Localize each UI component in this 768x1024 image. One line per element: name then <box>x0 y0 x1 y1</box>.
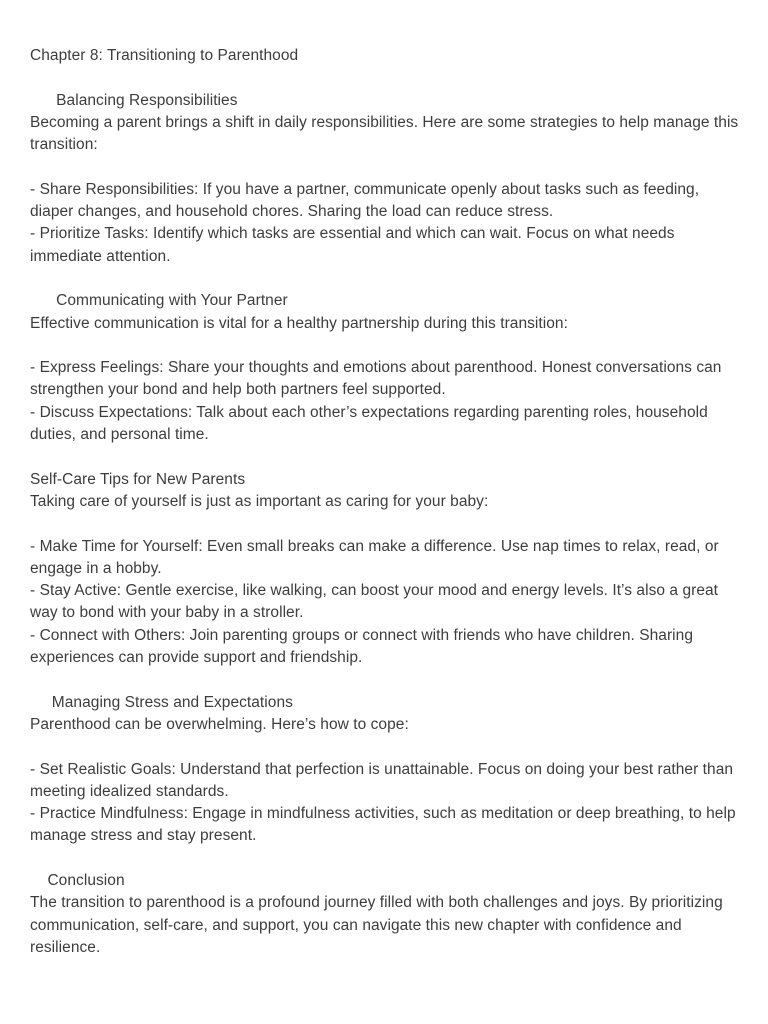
list-item: - Make Time for Yourself: Even small breaks can make a difference. Use nap times to relax, read, or engage in a hobby. <box>30 537 724 577</box>
list-item: - Practice Mindfulness: Engage in mindfulness activities, such as meditation or deep breathing, to help manage stress and stay present. <box>30 805 740 845</box>
section-intro: Taking care of yourself is just as important as caring for your baby: <box>30 492 489 510</box>
section-heading: Managing Stress and Expectations <box>30 693 293 711</box>
document-body <box>30 45 745 959</box>
spacer <box>30 268 745 290</box>
chapter-title: Chapter 8: Transitioning to Parenthood <box>30 47 299 64</box>
spacer <box>30 446 745 468</box>
list-item: - Express Feelings: Share your thoughts and emotions about parenthood. Honest conversations can strengthen your bond and help both partners feel supported. <box>30 359 726 399</box>
spacer <box>30 335 745 357</box>
section-intro: Becoming a parent brings a shift in daily responsibilities. Here are some strategies to help manage this transition: <box>30 113 743 154</box>
list-item: - Discuss Expectations: Talk about each other’s expectations regarding parenting roles, household duties, and personal time. <box>30 403 713 444</box>
section-heading: Self-Care Tips for New Parents <box>30 470 246 488</box>
list-item: - Share Responsibilities: If you have a partner, communicate openly about tasks such as feeding, diaper changes, and household chores. Sharing the load can reduce stress. <box>30 180 704 221</box>
spacer <box>30 156 745 178</box>
list-item: - Set Realistic Goals: Understand that perfection is unattainable. Focus on doing your best rather than meeting idealized standards. <box>30 760 738 800</box>
list-item: - Prioritize Tasks: Identify which tasks are essential and which can wait. Focus on what needs immediate attention. <box>30 225 679 265</box>
section-heading: Balancing Responsibilities <box>30 91 238 109</box>
section-intro: Parenthood can be overwhelming. Here’s how to cope: <box>30 715 409 733</box>
section-intro: Effective communication is vital for a healthy partnership during this transition: <box>30 314 568 332</box>
spacer <box>30 669 745 691</box>
spacer <box>30 736 745 758</box>
spacer <box>30 67 745 89</box>
section-heading: Communicating with Your Partner <box>30 292 288 310</box>
section-intro: The transition to parenthood is a profound journey filled with both challenges and joys. By prioritizing communication, self-care, and support, you can navigate this new chapter with confidence and resilience. <box>30 894 728 956</box>
list-item: - Stay Active: Gentle exercise, like walking, can boost your mood and energy levels. It’s also a great way to bond with your baby in a stroller. <box>30 582 723 622</box>
list-item: - Connect with Others: Join parenting groups or connect with friends who have children. Sharing experiences can provide support and friendship. <box>30 626 698 667</box>
spacer <box>30 848 745 870</box>
section-heading: Conclusion <box>30 871 125 889</box>
spacer <box>30 513 745 535</box>
